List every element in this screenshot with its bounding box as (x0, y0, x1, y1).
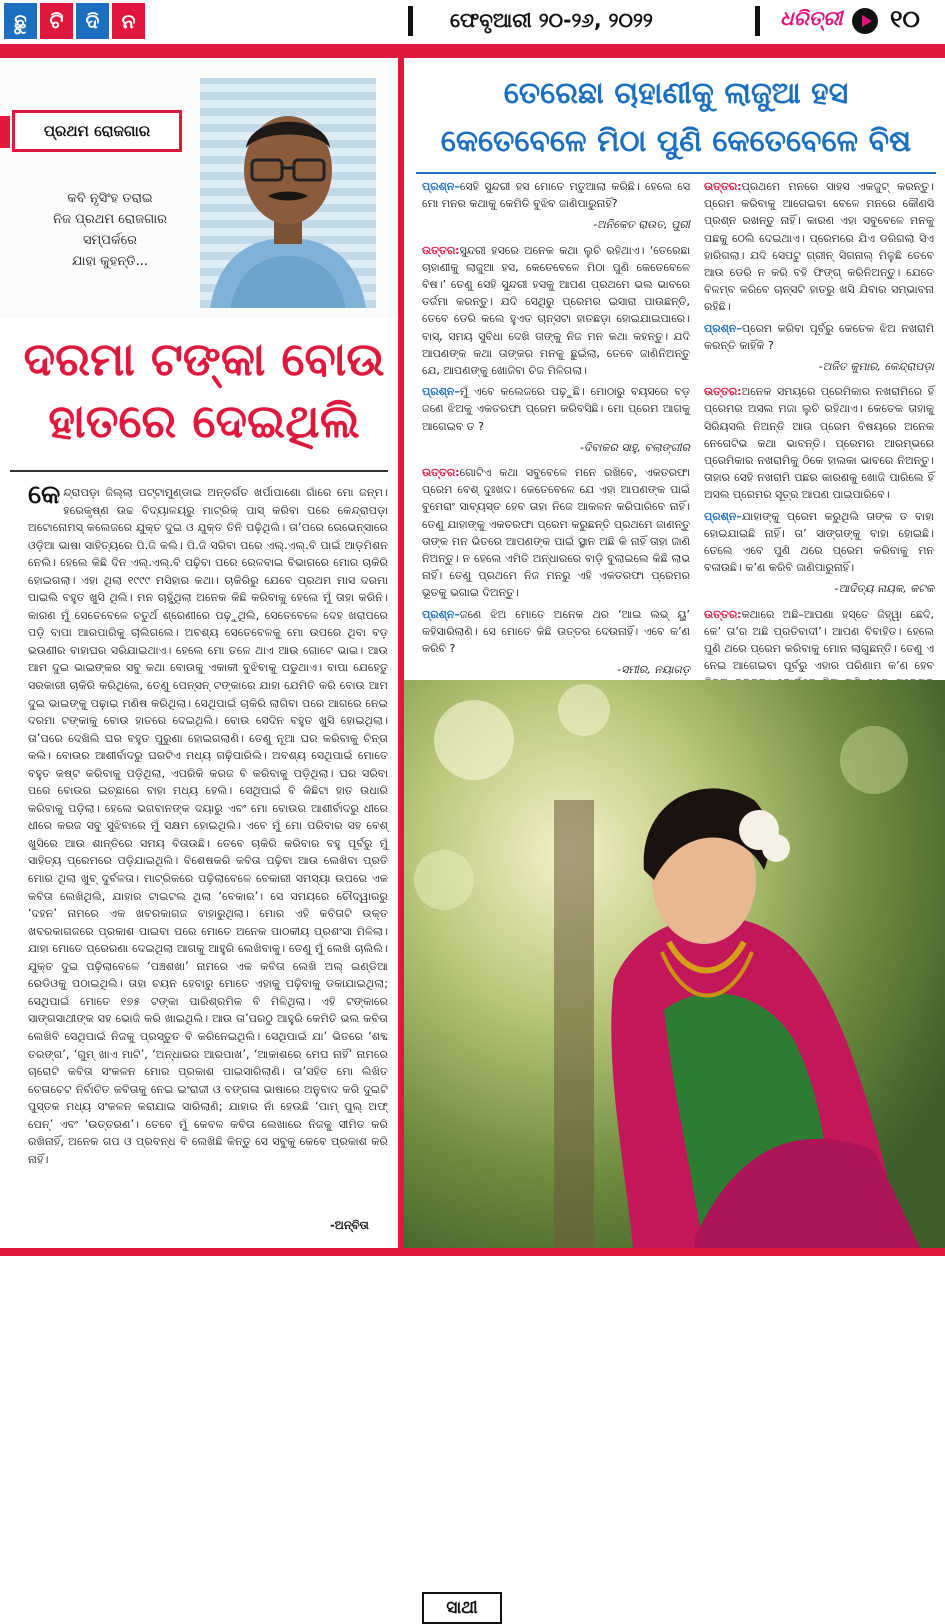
question-block (422, 606, 690, 658)
answer-label: ଉତ୍ତର: (704, 180, 742, 193)
reader-signoff: -ସମୀର, ନୟାଗଡ଼ (617, 663, 690, 677)
answer-text: ଅନେକ ସମୟରେ ପ୍ରେମିକାର ନଖରାମିରେ ହିଁ ପ୍ରେମର ଅସଲ ମଜା ଲୁଚି ରହିଥାଏ। କେତେକ ତାହାକୁ ସିରିୟସଲି ନିଅନ୍ତି ଆଉ ପ୍ରେମ ବିଷୟରେ ଅନେକ ନେଗେଟିଭ କଥା ଭାବନ୍ତି। ପ୍ରେମର ଆରମ୍ଭରେ ପ୍ରେମିକାର ନଖରାମିକୁ ଠିକେ ହାଲକା ଭାବରେ ନିଅନ୍ତୁ। ତାହାର ସେହି ନଖରାମି ପଛର କାରଣକୁ ଖୋଜି ପାରିଲେ ହିଁ ଅସଲ ପ୍ରେମର ସୂତ୍ର ଆପଣ ପାଇପାରିବେ। (704, 385, 934, 502)
advice-headline-rule (416, 172, 936, 174)
top-color-band (0, 44, 945, 58)
question-label: ପ୍ରଶ୍ନ– (422, 607, 460, 621)
article-body (28, 480, 388, 1168)
issue-date: ଫେବୃଆରୀ ୨୦-୨୬, ୨୦୨୨ (450, 8, 653, 32)
answer-label: ଉତ୍ତର: (422, 466, 460, 480)
intro-line: ଯାହା କୁହନ୍ତି... (72, 254, 148, 269)
advice-column (404, 58, 945, 1618)
brand-letter-4: ନ (112, 3, 145, 39)
question-label: ପ୍ରଶ୍ନ– (422, 385, 460, 399)
section-tag: ପ୍ରଥମ ରୋଜଗାର (12, 110, 182, 152)
answer-block (422, 464, 690, 602)
reader-signoff: -ଦିବାକର ସାହୁ, ବଲାଙ୍ଗୀର (579, 440, 690, 454)
headline-line: କେତେବେଳେ ମିଠା ପୁଣି କେତେବେଳେ ବିଷ (440, 124, 912, 159)
headline-line: ଦରମା ଟଙ୍କା ବୋଉ (23, 332, 385, 386)
article-byline: -ଅନ୍ବିତା (330, 1218, 369, 1232)
photo-caption: ସାଥୀ (422, 1592, 502, 1624)
intro-line: ସମ୍ପର୍କରେ (83, 233, 137, 248)
woman-in-saree-illustration (404, 680, 945, 1256)
masthead-divider-left (408, 6, 413, 36)
headline-line: ହାତରେ ଦେଇଥିଲି (48, 394, 360, 448)
masthead (0, 0, 945, 44)
author-portrait (200, 78, 376, 308)
author-portrait-illustration (200, 78, 376, 308)
question-text: ଜଣେ ଝିଅ ମୋତେ ଅନେକ ଥର ‘ଆଇ ଲଭ୍ ୟୁ’ କହିସାରିଲାଣି। ସେ ମୋତେ କିଛି ଉତ୍ତର ଦେଉନାହିଁ। ଏବେ କ’ଣ କରିବି ? (422, 607, 690, 656)
reader-signoff: -ଅଜିତ କୁମାର, କେନ୍ଦ୍ରାପଡ଼ା (818, 360, 934, 374)
question-label: ପ୍ରଶ୍ନ– (704, 321, 742, 335)
brand-letter-1: ଛୁ (4, 3, 37, 39)
answer-label: ଉତ୍ତର: (704, 607, 742, 621)
question-block (422, 178, 690, 212)
advice-headline (416, 70, 936, 166)
qa-column-left (422, 178, 690, 686)
answer-text: କଥାରେ ଅଛି–ଆପଣା ହସ୍ତେ ଜିହ୍ୱା ଛେଦି, କେ’ ତା’ର ଅଛି ପ୍ରତିବାଦୀ’। ଆପଣ ବିବାହିତ। ହେଲେ ପୁଣି ଥରେ ପ୍ରେମ କରିବାକୁ ମୋନ ଲାଗୁଛନ୍ତି। ତେଣୁ ଏ ନେଇ ଆଗେଇବା ପୂର୍ବରୁ ଏହାର ପରିଣାମ କ’ଣ ହେବ (704, 607, 934, 673)
answer-block (704, 178, 934, 316)
answer-text: ଗୋଟିଏ କଥା ସବୁବେଳେ ମନେ ରଖିବେ, ଏକତରଫା ପ୍ରେମ ବେଶ୍ ଦୁଃଖଦ। କେତେବେଳେ ଯେ ଏହା ଆପଣଙ୍କ ପାଇଁ ବୁମେରାଂ ସାବ୍ୟସ୍ତ ହେବ ତାହା ନିଜେ ଆକଳନ କରିପାରିବେ ନାହିଁ। ତେଣୁ ଯାହାଙ୍କୁ ଏକତରଫା ପ୍ରେମ କରୁଛନ୍ତି ପ୍ରଥମେ ଜାଣନ୍ତୁ ତାଙ୍କ ମନ ଭିତରେ ଆପଣଙ୍କ ପାଇଁ ସ୍ଥାନ ଅଛି କି ନାହିଁ ତାହା ଜାଣି ନିଅନ୍ତୁ। ନ ହେଲେ ଏମିତି ଅନ୍ଧାରରେ ବାଡ଼ି ବୁଲାଇଲେ କିଛି ଲାଭ ନାହିଁ। ତେଣୁ ପ୍ରଥମେ ନିଜ ମନରୁ ଏହି ଏକତରଫା ପ୍ରେମର ଭୂତକୁ ଭଗାଇ ଦିଅନ୍ତୁ। (422, 466, 690, 600)
drop-cap: କେ (28, 480, 61, 510)
intro-text (20, 188, 200, 272)
question-text: ଯାହାଙ୍କୁ ପ୍ରେମ କରୁଥିଲି ତାଙ୍କ ତ ବାହା ହୋଇଯାଇଛି ନାହିଁ। ତା’ ସାଙ୍ଗଙ୍କୁ ବାହା ହୋଇଛି। ତେଲେ ଏବେ ପୁଣି ଥରେ ପ୍ରେମ କରିବାକୁ ମନ ବଳାଉଛି। କ’ଣ କରିବି ଜାଣିପାରୁନାହିଁ। (704, 509, 934, 575)
reader-signoff: -ଆଦିତ୍ୟ ନାୟକ, କଟକ (834, 582, 934, 596)
newspaper-logo: ଧରିତ୍ରୀ (780, 6, 843, 30)
question-text: ସେହି ସୁନ୍ଦରୀ ହସ ମୋତେ ମତୁଆଲା କରିଛି। ହେଲେ ସେ ମୋ ମନର କଥାକୁ କେମିତି ବୁଝିବ ଜାଣିପାରୁନାହିଁ? (422, 180, 690, 211)
question-block (704, 508, 934, 577)
question-text: ପ୍ରେମ କରିବା ପୂର୍ବରୁ କେତେକ ଝିଅ ନଖରାମି କରନ୍ତି କାହିଁକି ? (704, 321, 934, 352)
question-label: ପ୍ରଶ୍ନ– (704, 509, 742, 523)
section-brand (4, 3, 145, 39)
answer-block (422, 242, 690, 380)
page-number: ୧୦ (890, 5, 920, 33)
qa-column-right (704, 178, 934, 747)
question-block (704, 320, 934, 354)
bottom-color-band (0, 1248, 945, 1256)
question-text: ମୁଁ ଏବେ କଲେଜରେ ପଢ଼ୁଛି। ମୋଠାରୁ ବୟସରେ ବଡ଼ ଜଣେ ଝିଅକୁ ଏକତରଫା ପ୍ରେମ କରିବସିଛି। ମୋ ପ୍ରେମ ଆଗକୁ ଆଗେଇବ ତ ? (422, 385, 690, 433)
reader-signoff: -ଅନିକେତ ରାଉତ, ପୁରୀ (593, 218, 690, 232)
answer-text: ପ୍ରଥମେ ମନରେ ସାହସ ଏକଜୁଟ୍ କରନ୍ତୁ। ପ୍ରେମ କରିବାକୁ ଆଗେଇବା ବେଳେ ମନରେ କୌଣସି ପ୍ରଶ୍ନ ରଖନ୍ତୁ ନାହିଁ। କାରଣ ଏହା ସବୁବେଳେ ମନକୁ ପଛକୁ ଠେଲି ଦେଇଥାଏ। ପ୍ରେମରେ ଯିଏ ଡରିଗଲା ସିଏ ହାରିଗଲା। ଯଦି ସେପଟୁ ଗ୍ରୀନ୍ ସିଗନାଲ୍ ମିଳୁଛି ତେବେ ଆଉ ଡେରି ନ କରି ବହି ଫିଙ୍ଗ୍ କରିନିଅନ୍ତୁ। ଯେତେ ବିଳମ୍ବ କରିବେ ଚାନ୍ସଟି ହାତରୁ ଖସି ଯିବାର ସମ୍ଭାବନା ରହିଛି। (704, 180, 934, 314)
answer-label: ଉତ୍ତର: (422, 243, 460, 257)
brand-letter-2: ଟି (40, 3, 73, 39)
play-icon (852, 8, 878, 34)
article-text: ନ୍ଦ୍ରାପଡ଼ା ଜିଲ୍ଲା ପଟ୍ଟାମୁଣ୍ଡାଇ ଅନ୍ତର୍ଗତ ଖର୍ପାପାଶୋ ଗାଁରେ ମୋ ଜନ୍ମ। ହରେକୃଷ୍ଣ ଉଚ୍ଚ ବିଦ୍ୟାଳୟରୁ ମାଟ୍ରିକ୍ ପାସ୍ କରିବା ପରେ କେନ୍ଦ୍ରାପଡ଼ା ଅଟୋନୋମସ୍ କଲେଜରେ ଯୁକ୍ତ ଦୁଇ ଓ ଯୁକ୍ତ ତିନି ପଢ଼ିଥିଲି। ତା’ପରେ ରେଭେନ୍ସାରେ ଓଡ଼ିଆ ଭାଷା ସାହିତ୍ୟରେ ପି.ଜି କଲି। ପି.ଜି ସରିବା ପରେ ଏଲ୍.ଏଲ୍.ବି ପାଇଁ ଆଡ଼ମିଶନ ନେଲି। ହେଲେ କିଛି ଦିନ ଏଲ୍.ଏଲ୍.ବି ପଢ଼ିବା ପରେ ରେଳବାଇ ବିଭାଗରେ ମୋର ଚାକିରି ହୋଇଗଲା। ଏହା ଥିଲା ୧୯୯୯ ମସିହାର କଥା। ଚାକିରିରୁ ଯେବେ ପ୍ରଥମ ମାସ ଦରମା ପାଇଲି ବହୁତ ଖୁସି ଥିଲି। ମନ ଚାହୁଁଥିଲା ଅନେକ କିଛି କରିବାକୁ ହେଲେ ମୁଁ ତାହା କରିନି। କାରଣ ମୁଁ ସେତେବେଳେ ଚତୁର୍ଥ ଶ୍ରେଣୀରେ ପଢ଼ୁଥିଲି, ସେତେବେଳେ ଦେହ ଖରାପରେ ପଡ଼ି ବାପା ଆରପାରିକୁ ଚାଲିଗଲେ। ଅବଶ୍ୟ ସେତେବେଳକୁ ମୋ ଉପରେ ଥିବା ବଡ଼ ଭଉଣୀର ବାହାଘର ସରିଯାଇଥାଏ। ହେଲେ ମୋ ତଳେ ଥାଏ ଆଉ ଗୋଟେ ଭାଇ। ଆଉ ଆମ ଦୁଇ ଭାଇଙ୍କର ସବୁ କଥା ବୋଉକୁ ଏକାକୀ ବୁଝିବାକୁ ପଡୁଥାଏ। ବାପା ଯେହେତୁ ସରକାରୀ ଚାକିରି କରିଥିଲେ, ତେଣୁ ପେନ୍‌ସନ୍ ଟଙ୍କାରେ ଯାହା ଯେମିତି କରି ବୋଉ ଆମ ଦୁଇ ଭାଇଙ୍କୁ ପଢ଼ାଇ ମଣିଷ କରିଥିଲା। ସେଥିପାଇଁ ଚାକିରି ଲାଗିବା ପରେ ଆଗରେ ନେଇ ଦରମା ଟଙ୍କାକୁ ବୋଉ ହାତରେ ଦେଇଥିଲି। ବୋଉ ସେଦିନ ବହୁତ ଖୁସି ହୋଇଥିଲା। ତା’ପରେ ଦେଖିଲି ଘର ବହୁତ ପୁରୁଣା ହୋଇଗଲାଣି। ତେଣୁ ନୂଆ ଘର କରିବାକୁ ଚିନ୍ତା କଲି। ବୋଉର ଆଶୀର୍ବାଦରୁ ଘରଟିଏ ମଧ୍ୟ ଗଢ଼ିପାରିଲି। ଅବଶ୍ୟ ସେଥିପାଇଁ ମୋତେ ବହୁତ କଷ୍ଟ କରିବାକୁ ପଡ଼ିଥିଲା, ଏପରିକି କରଜ ବି କରିବାକୁ ପଡ଼ିଥିଲା। ଘର ସରିବା ପରେ ବୋଉର ଇଚ୍ଛାରେ ବାହା ମଧ୍ୟ ହେଲି। ସେଥିପାଇଁ ବି କିଛିଟା ହାତ ଉଧାରି କରିବାକୁ ପଡ଼ିଲା। ହେଲେ ଭଗବାନଙ୍କ ଦୟାରୁ ଏବଂ ମୋ ବୋଉର ଆଶୀର୍ବାଦରୁ ଧୀରେ ଧୀରେ କରଜ ସବୁ ସୁଝିବାରେ ମୁଁ ସକ୍ଷମ ହୋଇଥିଲି। ଏବେ ମୁଁ ମୋ ପରିବାର ସହ ବେଶ୍ ଖୁସିରେ ଆଉ ଶାନ୍ତିରେ ସମୟ ବିତାଉଛି। ତେବେ ଚାକିରି କରିବାର ବହୁ ପୂର୍ବରୁ ମୁଁ ସାହିତ୍ୟ ପ୍ରେମରେ ପଡ଼ିଯାଇଥିଲି। ବିଶେଷକରି କବିତା ପଢ଼ିବା ଆଉ ଲେଖିବା ପ୍ରତି ମୋର ଥିଲା ଖୁବ୍ ଦୁର୍ବଳତା। ମାଟ୍ରିକରେ ପଢ଼ିଲାବେଳେ ବେକାରୀ ସମସ୍ୟା ଉପରେ ଏକ କବିତା ଲେଖିଥିଲି, ଯାହାର ଟାଇଟଲ ଥିଲା ‘ବେକାର’। ସେ ସମୟରେ ଚୌଦ୍ୱାରରୁ ‘ଦହନ’ ନାମରେ ଏକ ଖବରକାଗଜ ବାହାରୁଥିଲା। ମୋର ଏହି କବିତାଟି ଉକ୍ତ ଖବରକାଗଜରେ ପ୍ରକାଶ ପାଇବା ପରେ ମୋତେ ଅନେକ ପାଠକୀୟ ପ୍ରଶଂସା ମିଳିଲା। ଯାହା ମୋତେ ପ୍ରେରଣା ଦେଇଥିଲା ଆଗକୁ ଆହୁରି ଲେଖିବାକୁ। ତେଣୁ ମୁଁ ଲେଖି ଚାଲିଲି। ଯୁକ୍ତ ଦୁଇ ପଢ଼ିଲାବେଳେ ‘ପଞ୍ଚଶଖା’ ନାମରେ ଏକ କବିତା ଲେଖି ଅଲ୍ ଇଣ୍ଡିଆ ରେଡିଓକୁ ପଠାଇଥିଲି। ତାହା ଚୟନ ହେବାରୁ ମୋତେ ଏହାକୁ ପଢ଼ିବାକୁ ଡକାଯାଇଥିଲା; ସେଥିପାଇଁ ମୋତେ ୧୭୫ ଟଙ୍କା ପାରିଶ୍ରମିକ ବି ମିଳିଥିଲା। ଏହି ଟଙ୍କାରେ ସାଙ୍ଗସାଥୀଙ୍କ ସହ ଭୋଜି କରି ଖାଇଥିଲି। ଆଉ ତା’ପରଠୁ ଆହୁରି କେମିତି ଭଲ କବିତା ଲେଖିବି ସେଥିପାଇଁ ନିଜକୁ ପ୍ରସ୍ତୁତ ବି କରିନେଇଥିଲି। ସେଥିପାଇଁ ଯା’ ଭିତରେ ‘ଶବ୍ଦ ତରଙ୍ଗ’, ‘ଗୁମ୍ ଖାଏ ମାଟି’, ‘ଅନ୍ଧାରର ଆରପାଖ’, ‘ଆକାଶରେ ମେଘ ନାହିଁ’ ନାମରେ ଚାରୋଟି କବିତା ସଂକଳନ ମୋର ପ୍ରକାଶ ପାଇସାରିଲାଣି। ତା’ସହିତ ମୋ ଲିଖିତ ଚେତାଚେଟ ନିର୍ବାଚିତ କବିତାକୁ ନେଇ ଇଂରାଜୀ ଓ ବଙ୍ଗଳା ଭାଷାରେ ଅନୁବାଦ କରି ଦୁଇଟି ପୁସ୍ତକ ମଧ୍ୟ ସଂକଳନ କରାଯାଇ ସାରିଲାଣି; ଯାହାର ନାଁ ହେଉଛି ‘ପାମ୍ ପୁଲ୍ ଅଫ୍ ପେନ୍’ ଏବଂ ‘ଉତ୍ତରଣ’। ତେବେ ମୁଁ କେବଳ କବିତା ଲେଖାରେ ନିଜକୁ ସୀମିତ କରି ରଖିନାହିଁ, ଅନେକ ଗପ ଓ ପ୍ରବନ୍ଧ ବି ଲେଖିଛି କିନ୍ତୁ ସେ ସବୁକୁ କେବେ ପ୍ରକାଶ କରି ନାହିଁ। (28, 486, 388, 1166)
first-earning-column (0, 58, 398, 1256)
intro-line: କବି ନୃସିଂହ ତରାଇ (67, 191, 153, 206)
intro-line: ନିଜ ପ୍ରଥମ ରୋଜଗାର (53, 212, 167, 227)
headline-line: ତେରେଛା ଚାହାଣୀକୁ ଲାଜୁଆ ହସ (503, 76, 849, 111)
section-tag-accent (0, 116, 10, 148)
feature-intro-panel (0, 58, 398, 318)
question-block (422, 383, 690, 435)
answer-text: ସୁନ୍ଦରୀ ହସରେ ଅନେକ କଥା ଲୁଚି ରହିଥାଏ। ‘ତେରେଛା ଚାହାଣୀକୁ ଲାଜୁଆ ହସ, କେତେବେଳେ ମିଠା ପୁଣି କେତେବେଳେ ବିଷ।’ ତେଣୁ ସେହି ସୁନ୍ଦରୀ ହସକୁ ଆପଣ ପ୍ରଥମେ ଭଲ ଭାବରେ ତର୍ଜମା କରନ୍ତୁ। ଯଦି ସେଥିରୁ ପ୍ରେମର ଇସାରା ପାଉଛନ୍ତି, ତେବେ ଡେରି କଲେ ହୁଏତ ଚାନ୍ସଟା ହାତଛଡ଼ା ହୋଇଯାଇପାରେ। ବାସ୍, ସମୟ ସୁବିଧା ଦେଖି ତାଙ୍କୁ ନିଜ ମନ କଥା କହନ୍ତୁ। ଯଦି ଆପଣଙ୍କ କଥା ତାଙ୍କର ମନକୁ ଛୁଇଁଲା, ତେବେ ଜାଣିନିଅନ୍ତୁ ଯେ, ଆପଣଙ୍କୁ ଖୋଜିବା ଚିଜ ମିଳିଗଲା। (422, 243, 690, 378)
headline-rule (10, 470, 388, 472)
masthead-divider-right (755, 6, 760, 36)
answer-label: ଉତ୍ତର: (704, 385, 742, 399)
question-label: ପ୍ରଶ୍ନ– (422, 180, 460, 193)
article-headline (18, 328, 390, 452)
answer-block (704, 383, 934, 503)
feature-photo (404, 680, 945, 1618)
brand-letter-3: ଦି (76, 3, 109, 39)
